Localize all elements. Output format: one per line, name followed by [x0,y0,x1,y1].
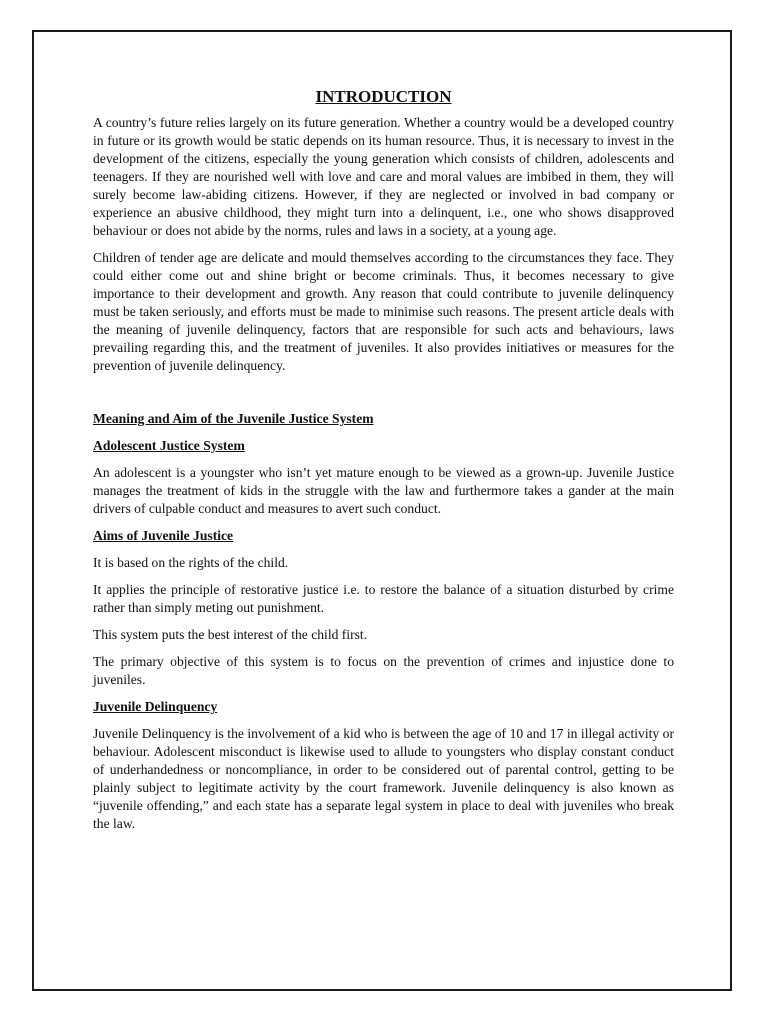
section-heading-meaning: Meaning and Aim of the Juvenile Justice System [93,411,374,426]
document-title: INTRODUCTION [315,87,452,106]
delinquency-paragraph: Juvenile Delinquency is the involvement of a kid who is between the age of 10 and 17 in illegal activity or behaviour. Adolescent misconduct is likewise used to allude to youngsters who display constant conduct of underhandedness or noncompliance, in order to be considered out of parental control, getting to be plainly subject to legitimate activity by the court framework. Juvenile delinquency is also known as “juvenile offending,” and each state has a separate legal system in place to deal with juveniles who break the law. [93,726,674,831]
section-heading-aims: Aims of Juvenile Justice [93,528,234,543]
section-spacer [93,384,674,410]
aim-paragraph-4: The primary objective of this system is to focus on the prevention of crimes and injustice done to juveniles. [93,654,674,687]
adolescent-paragraph: An adolescent is a youngster who isn’t yet mature enough to be viewed as a grown-up. Juvenile Justice manages the treatment of kids in the struggle with the law and furthermore takes a gander at the main drivers of culpable conduct and measures to avert such conduct. [93,465,674,516]
intro-paragraph-2: Children of tender age are delicate and mould themselves according to the circumstances they face. They could either come out and shine bright or become criminals. Thus, it becomes necessary to give importance to their development and growth. Any reason that could contribute to juvenile delinquency must be taken seriously, and efforts must be made to minimise such reasons. The present article deals with the meaning of juvenile delinquency, factors that are responsible for such acts and behaviours, laws prevailing regarding this, and the treatment of juveniles. It also provides initiatives or measures for the prevention of juvenile delinquency. [93,250,674,373]
section-heading-delinquency: Juvenile Delinquency [93,699,218,714]
aim-paragraph-3: This system puts the best interest of the child first. [93,627,368,642]
section-heading-adolescent: Adolescent Justice System [93,438,245,453]
aim-paragraph-1: It is based on the rights of the child. [93,555,289,570]
aim-paragraph-2: It applies the principle of restorative justice i.e. to restore the balance of a situation disturbed by crime rather than simply meting out punishment. [93,582,674,615]
document-body [93,86,674,842]
intro-paragraph-1: A country’s future relies largely on its future generation. Whether a country would be a developed country in future or its growth would be static depends on its human resource. Thus, it is necessary to invest in the development of the citizens, especially the young generation which consists of children, adolescents and teenagers. If they are nourished well with love and care and moral values are imbibed in them, they will surely become law-abiding citizens. However, if they are neglected or involved in bad company or experience an abusive childhood, they might turn into a delinquent, i.e., one who shows disapproved behaviour or does not abide by the norms, rules and laws in a society, at a young age. [93,115,674,238]
